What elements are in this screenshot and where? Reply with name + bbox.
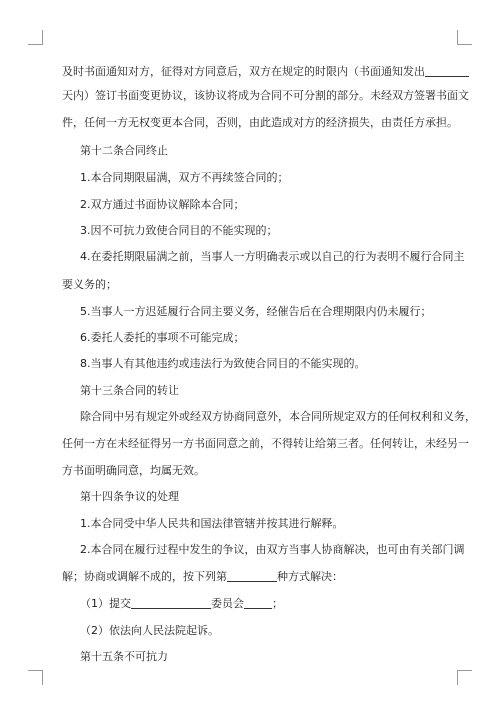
paragraph-line: 天内）签订书面变更协议，该协议将成为合同不可分割的部分。未经双方签署书面文: [62, 89, 469, 102]
crop-mark-top-right: [457, 30, 472, 45]
list-item: [62, 595, 283, 613]
text-run: 解；协商或调解不成的，按下列第: [62, 570, 227, 583]
text-run: （1）提交: [80, 597, 131, 610]
paragraph-line: 任何一方在未经征得另一方书面同意之前，不得转让给第三者。任何转让，未经另一: [62, 437, 469, 450]
paragraph-line: 件，任何一方无权变更本合同，否则，由此造成对方的经济损失，由责任方承担。: [62, 116, 458, 129]
fill-blank[interactable]: [425, 64, 469, 77]
list-item: 要义务的；: [62, 278, 117, 291]
paragraph-line: [62, 63, 469, 81]
text-run: 及时书面通知对方，征得对方同意后，双方在规定的时限内（书面通知发出: [62, 65, 425, 78]
crop-mark-bottom-right: [457, 670, 472, 685]
section-heading: 第十三条合同的转让: [80, 384, 179, 397]
list-item: 1.本合同期限届满，双方不再续签合同的；: [80, 171, 289, 184]
section-heading: 第十五条不可抗力: [80, 650, 168, 663]
section-heading: 第十四条争议的处理: [80, 490, 179, 503]
list-item: 4.在委托期限届满之前，当事人一方明确表示或以自己的行为表明不履行合同主: [80, 250, 465, 263]
fill-blank[interactable]: [244, 596, 272, 609]
list-item: 1.本合同受中华人民共和国法律管辖并按其进行解释。: [80, 517, 344, 530]
section-heading: 第十二条合同终止: [80, 144, 168, 157]
text-run: 种方式解决：: [277, 570, 343, 583]
list-item: 2.本合同在履行过程中发生的争议，由双方当事人协商解决，也可由有关部门调: [80, 543, 465, 556]
text-run: ；: [272, 597, 283, 610]
crop-mark-bottom-left: [28, 670, 43, 685]
fill-blank[interactable]: [131, 596, 211, 609]
paragraph-line: 方书面明确同意，均属无效。: [62, 464, 205, 477]
list-item: 5.当事人一方迟延履行合同主要义务，经催告后在合理期限内仍未履行；: [80, 305, 432, 318]
fill-blank[interactable]: [227, 569, 277, 582]
list-item: 6.委托人委托的事项不可能完成；: [80, 331, 245, 344]
list-item: 2.双方通过书面协议解除本合同；: [80, 198, 245, 211]
list-item: （2）依法向人民法院起诉。: [80, 624, 219, 637]
list-item: 8.当事人有其他违约或违法行为致使合同目的不能实现的。: [80, 357, 366, 370]
list-item: 3.因不可抗力致使合同目的不能实现的；: [80, 224, 278, 237]
paragraph-line: [62, 568, 343, 586]
text-run: 委员会: [211, 597, 244, 610]
paragraph-line: 除合同中另有规定外或经双方协商同意外，本合同所规定双方的任何权利和义务，: [80, 410, 476, 423]
crop-mark-top-left: [28, 30, 43, 45]
